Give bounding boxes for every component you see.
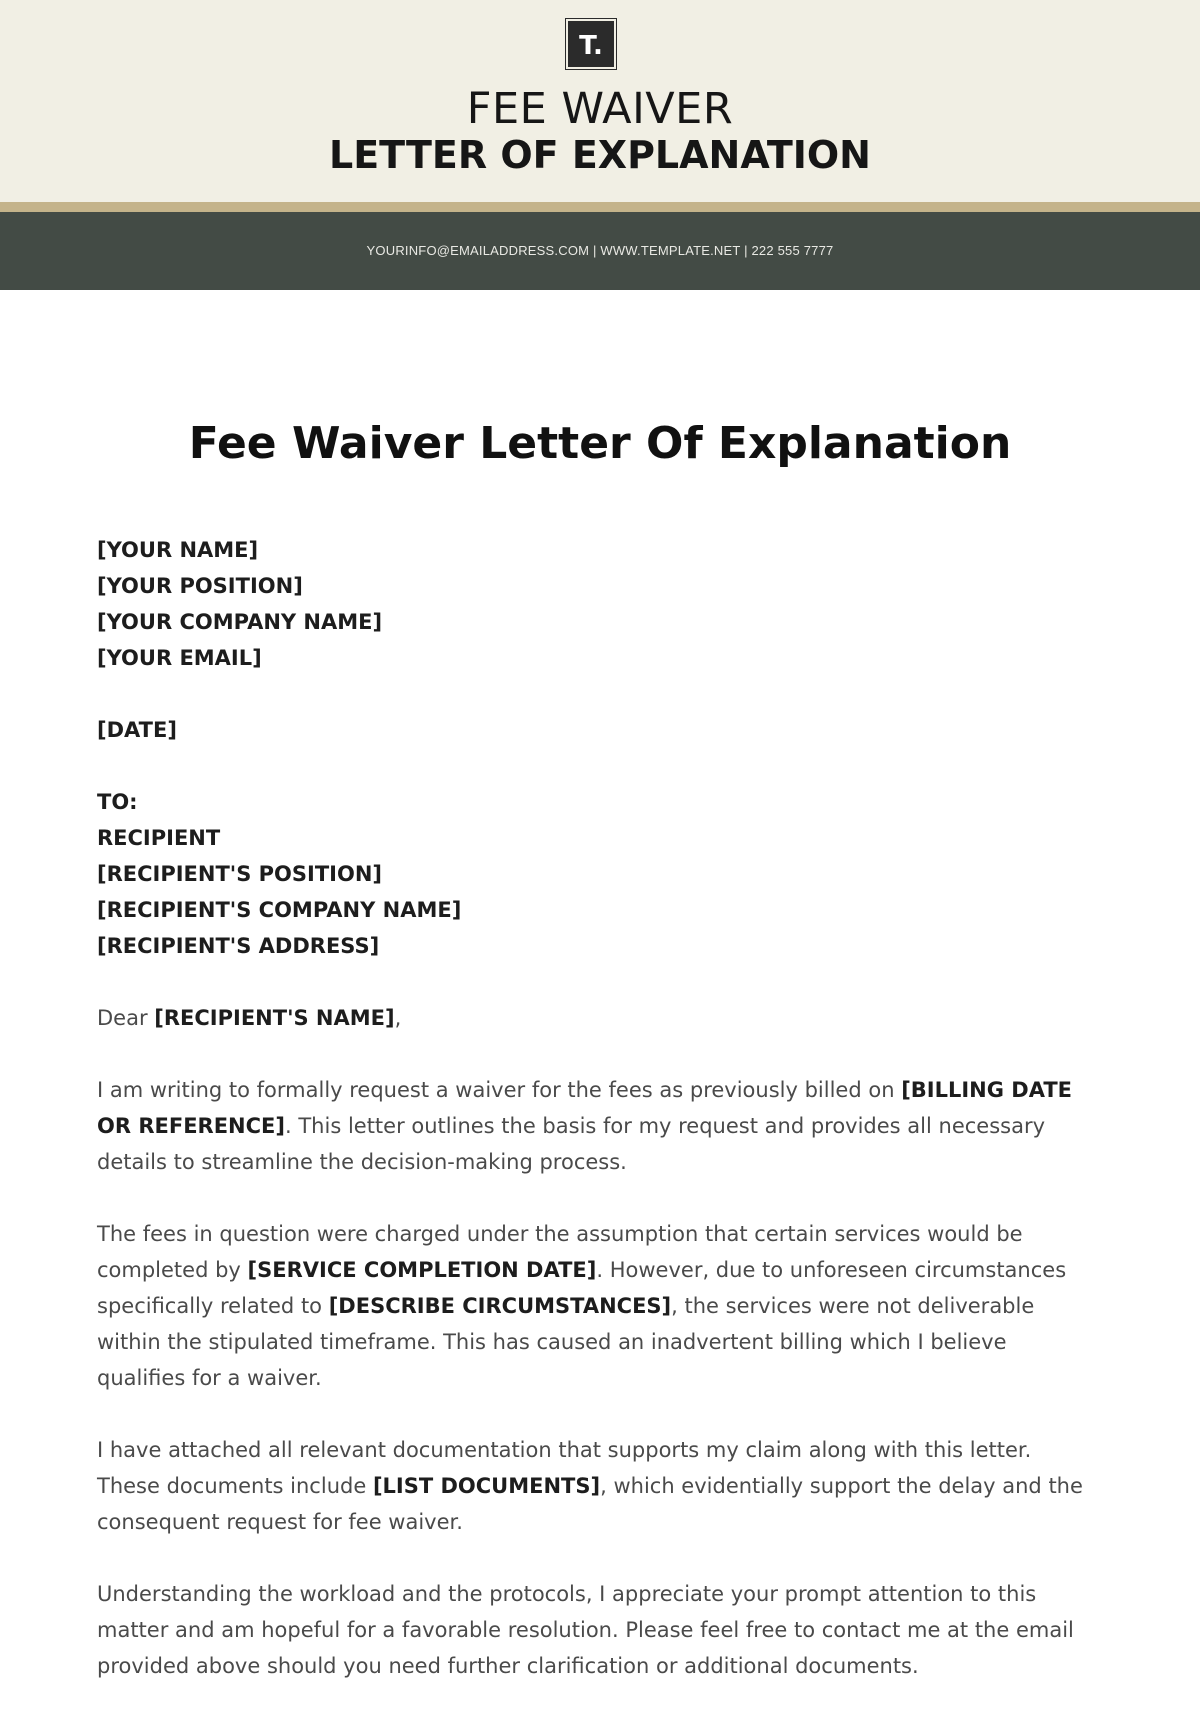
logo-letter: T (579, 31, 593, 61)
contact-info: YOURINFO@EMAILADDRESS.COM | WWW.TEMPLATE.NET | 222 555 7777 (366, 243, 834, 258)
salutation-prefix: Dear (97, 1006, 155, 1030)
header-title-line2: LETTER OF EXPLANATION (329, 133, 871, 177)
placeholder-billing-date: [BILLING DATE OR REFERENCE] (97, 1078, 1073, 1138)
sender-position: [YOUR POSITION] (97, 574, 303, 598)
paragraph-text: Understanding the workload and the protocols, I appreciate your prompt attention to this matter and am hopeful for a favorable resolution. Please feel free to contact me at the email provided above should you need further clarification or additional documents. (97, 1582, 1074, 1678)
recipient-name: RECIPIENT (97, 826, 221, 850)
spacer (97, 748, 1097, 784)
placeholder-service-completion-date: [SERVICE COMPLETION DATE] (247, 1258, 597, 1282)
recipient-address: [RECIPIENT'S ADDRESS] (97, 934, 380, 958)
salutation-suffix: , (394, 1006, 402, 1030)
logo-dot: . (592, 31, 603, 61)
header-title-line1: FEE WAIVER (466, 84, 734, 134)
paragraph-circumstances (97, 1216, 1097, 1396)
letter-body (97, 532, 1097, 1720)
paragraph-text: , which evidentially support the delay and the consequent request for fee waiver. (97, 1474, 1083, 1534)
recipient-company: [RECIPIENT'S COMPANY NAME] (97, 898, 462, 922)
paragraph-text: , the services were not deliverable within the stipulated timeframe. This has caused an inadvertent billing which I believe qualifies for a waiver. (97, 1294, 1035, 1390)
paragraph-closing (97, 1576, 1097, 1684)
letter-date: [DATE] (97, 718, 177, 742)
placeholder-list-documents: [LIST DOCUMENTS] (372, 1474, 601, 1498)
paragraph-text: I have attached all relevant documentation that supports my claim along with this letter. These documents include (97, 1438, 1032, 1498)
salutation-recipient-name: [RECIPIENT'S NAME] (154, 1006, 395, 1030)
paragraph-text: . However, due to unforeseen circumstances specifically related to (97, 1258, 1067, 1318)
template-logo (566, 19, 616, 69)
recipient-position: [RECIPIENT'S POSITION] (97, 862, 382, 886)
paragraph-request (97, 1072, 1097, 1180)
paragraph-text: The fees in question were charged under the assumption that certain services would be completed by (97, 1222, 1023, 1282)
placeholder-circumstances: [DESCRIBE CIRCUMSTANCES] (328, 1294, 672, 1318)
sender-name: [YOUR NAME] (97, 538, 259, 562)
to-label: TO: (97, 790, 138, 814)
paragraph-text: . This letter outlines the basis for my request and provides all necessary details to streamline the decision-making process. (97, 1114, 1046, 1174)
paragraph-documentation (97, 1432, 1097, 1540)
contact-bar (0, 212, 1200, 290)
letterhead-header (0, 0, 1200, 202)
paragraph-text: I am writing to formally request a waiver for the fees as previously billed on (97, 1078, 902, 1102)
spacer (97, 676, 1097, 712)
sender-email: [YOUR EMAIL] (97, 646, 262, 670)
document-title: Fee Waiver Letter Of Explanation (188, 418, 1012, 469)
spacer (97, 964, 1097, 1000)
gold-divider (0, 202, 1200, 212)
salutation (97, 1000, 1097, 1036)
sender-company: [YOUR COMPANY NAME] (97, 610, 383, 634)
